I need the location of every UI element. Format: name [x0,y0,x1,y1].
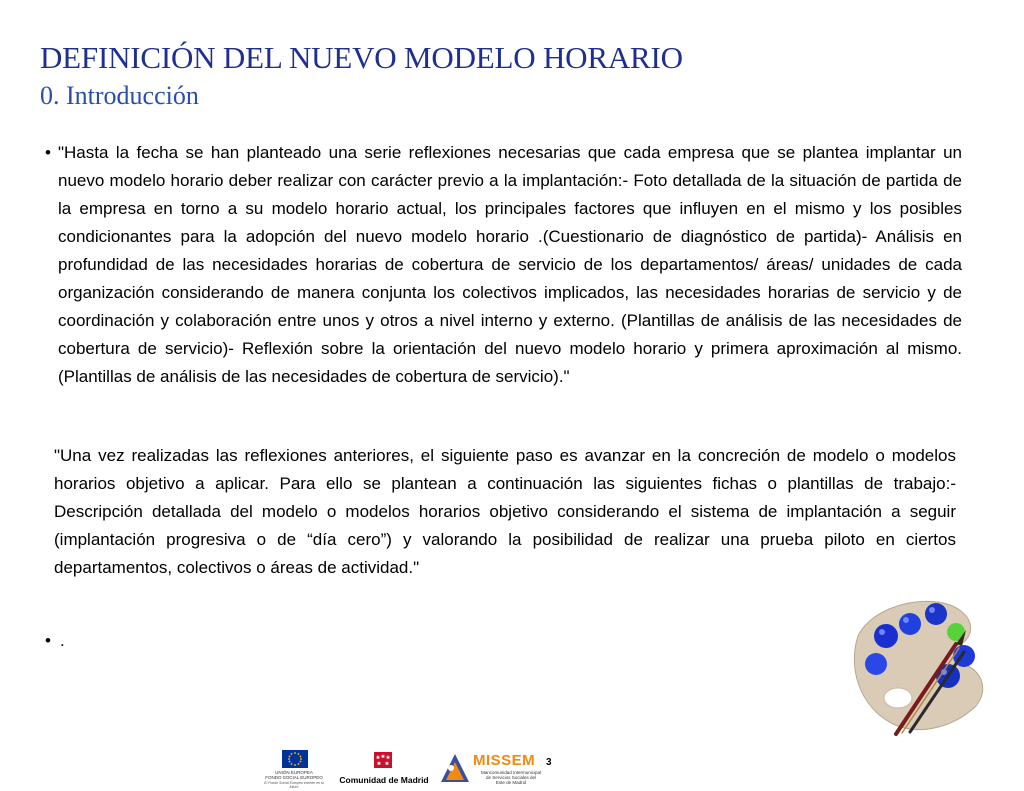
bullet-marker: • [45,631,51,650]
slide-title: DEFINICIÓN DEL NUEVO MODELO HORARIO [40,40,683,75]
eu-logo [264,748,324,791]
madrid-flag-icon [374,752,392,768]
bullet-marker: • [45,143,51,162]
palette-icon [838,596,988,736]
missem-name: MISSEM [473,752,536,769]
missem-subtitle-3: Este de Madrid [495,780,527,785]
paragraph-reflexiones: "Hasta la fecha se han planteado una serie reflexiones necesarias que cada empresa que se plantea implantar un nuevo modelo horario deber realizar con carácter previo a la implantación:- Foto detallada de la situación de partida de la empresa en torno a su modelo horario actual, los principales factores que influyen en el mismo y los posibles condicionantes para la adopción del nuevo modelo horario .(Cuestionario de diagnóstico de partida)- Análisis en profundidad de las necesidades horarias de cobertura de servicio de los departamentos/ áreas/ unidades de cada organización considerando de manera conjunta los colectivos implicados, las necesidades horarias de servicio y de coordinación y colaboración entre unos y otros a nivel interno y externo. (Plantillas de análisis de las necesidades de cobertura de servicio)- Reflexión sobre la orientación del nuevo modelo horario y primera aproximación al mismo. (Plantillas de análisis de las necesidades de cobertura de servicio)." [58,143,962,386]
comunidad-madrid-logo [334,748,434,791]
eu-flag-icon [282,750,308,768]
missem-logo [439,748,549,791]
page-number: 3 [546,757,552,768]
eu-slogan: El Fondo Social Europeo invierte en tu futuro [264,781,324,789]
missem-subtitle-1: Mancomunidad Intermunicipal [480,770,542,775]
missem-subtitle-2: de Servicios Sociales del [485,775,537,780]
paragraph-modelo-objetivo: "Una vez realizadas las reflexiones anteriores, el siguiente paso es avanzar en la concreción de modelo o modelos horarios objetivo a aplicar. Para ello se plantean a continuación las siguientes fichas o plantillas de trabajo:- Descripción detallada del modelo o modelos horarios objetivo considerando el sistema de implantación a seguir (implantación progresiva o de “día cero”) y valorando la posibilidad de realizar una prueba piloto en ciertos departamentos, colectivos o áreas de actividad." [54,446,956,577]
footer-logos [264,748,564,791]
bullet-text: . [60,631,65,650]
comunidad-madrid-label: Comunidad de Madrid [339,775,429,785]
eu-label: UNIÓN EUROPEA [275,770,313,775]
slide-subtitle: 0. Introducción [40,81,199,110]
missem-logo-icon [439,752,471,784]
eu-fund-label: FONDO SOCIAL EUROPEO [265,775,323,780]
